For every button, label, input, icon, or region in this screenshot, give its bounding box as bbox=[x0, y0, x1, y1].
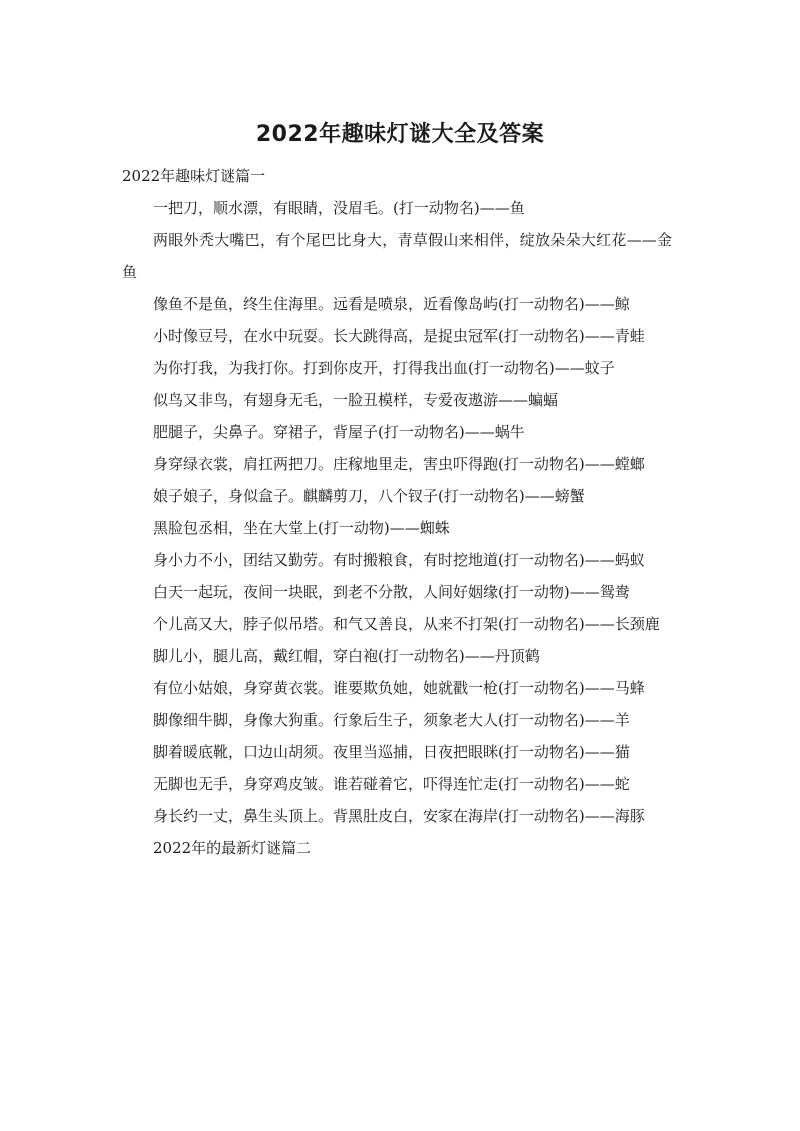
riddle-paragraph: 像鱼不是鱼，终生住海里。远看是喷泉，近看像岛屿(打一动物名)——鲸 bbox=[153, 295, 630, 313]
riddle-paragraph: 为你打我，为我打你。打到你皮开，打得我出血(打一动物名)——蚊子 bbox=[153, 359, 615, 377]
riddle-paragraph: 无脚也无手，身穿鸡皮皱。谁若碰着它，吓得连忙走(打一动物名)——蛇 bbox=[153, 775, 630, 793]
riddle-paragraph: 一把刀，顺水漂，有眼睛，没眉毛。(打一动物名)——鱼 bbox=[153, 199, 525, 217]
page-title: 2022年趣味灯谜大全及答案 bbox=[255, 122, 545, 147]
riddle-paragraph: 两眼外秃大嘴巴，有个尾巴比身大，青草假山来相伴，绽放朵朵大红花——金鱼 bbox=[122, 231, 672, 281]
riddle-paragraph: 小时像豆号，在水中玩耍。长大跳得高，是捉虫冠军(打一动物名)——青蛙 bbox=[153, 327, 645, 345]
riddle-paragraph: 黑脸包丞相，坐在大堂上(打一动物)——蜘蛛 bbox=[153, 519, 450, 537]
riddle-paragraph: 白天一起玩，夜间一块眠，到老不分散，人间好姻缘(打一动物)——鸳鸯 bbox=[153, 583, 630, 601]
riddle-paragraph: 脚着暖底靴，口边山胡须。夜里当巡捕，日夜把眼眯(打一动物名)——猫 bbox=[153, 743, 630, 761]
riddle-paragraph: 有位小姑娘，身穿黄衣裳。谁要欺负她，她就戳一枪(打一动物名)——马蜂 bbox=[153, 679, 645, 697]
riddle-paragraph: 个儿高又大，脖子似吊塔。和气又善良，从来不打架(打一动物名)——长颈鹿 bbox=[153, 615, 660, 633]
riddle-paragraph: 脚像细牛脚，身像大狗重。行象后生子，须象老大人(打一动物名)——羊 bbox=[153, 711, 630, 729]
riddle-paragraph: 似鸟又非鸟，有翅身无毛，一脸丑模样，专爱夜遨游——蝙蝠 bbox=[153, 391, 559, 409]
section-heading-1: 2022年趣味灯谜篇一 bbox=[122, 167, 266, 185]
riddle-paragraph: 身小力不小，团结又勤劳。有时搬粮食，有时挖地道(打一动物名)——蚂蚁 bbox=[153, 551, 645, 569]
section-heading-2: 2022年的最新灯谜篇二 bbox=[153, 839, 312, 857]
riddle-paragraph: 脚儿小，腿儿高，戴红帽，穿白袍(打一动物名)——丹顶鹤 bbox=[153, 647, 540, 665]
document-body bbox=[122, 160, 672, 864]
riddle-paragraph: 肥腿子，尖鼻子。穿裙子，背屋子(打一动物名)——蜗牛 bbox=[153, 423, 525, 441]
riddle-paragraph: 身长约一丈，鼻生头顶上。背黑肚皮白，安家在海岸(打一动物名)——海豚 bbox=[153, 807, 645, 825]
riddle-paragraph: 娘子娘子，身似盒子。麒麟剪刀，八个钗子(打一动物名)——螃蟹 bbox=[153, 487, 585, 505]
riddle-paragraph: 身穿绿衣裳，肩扛两把刀。庄稼地里走，害虫吓得跑(打一动物名)——螳螂 bbox=[153, 455, 645, 473]
